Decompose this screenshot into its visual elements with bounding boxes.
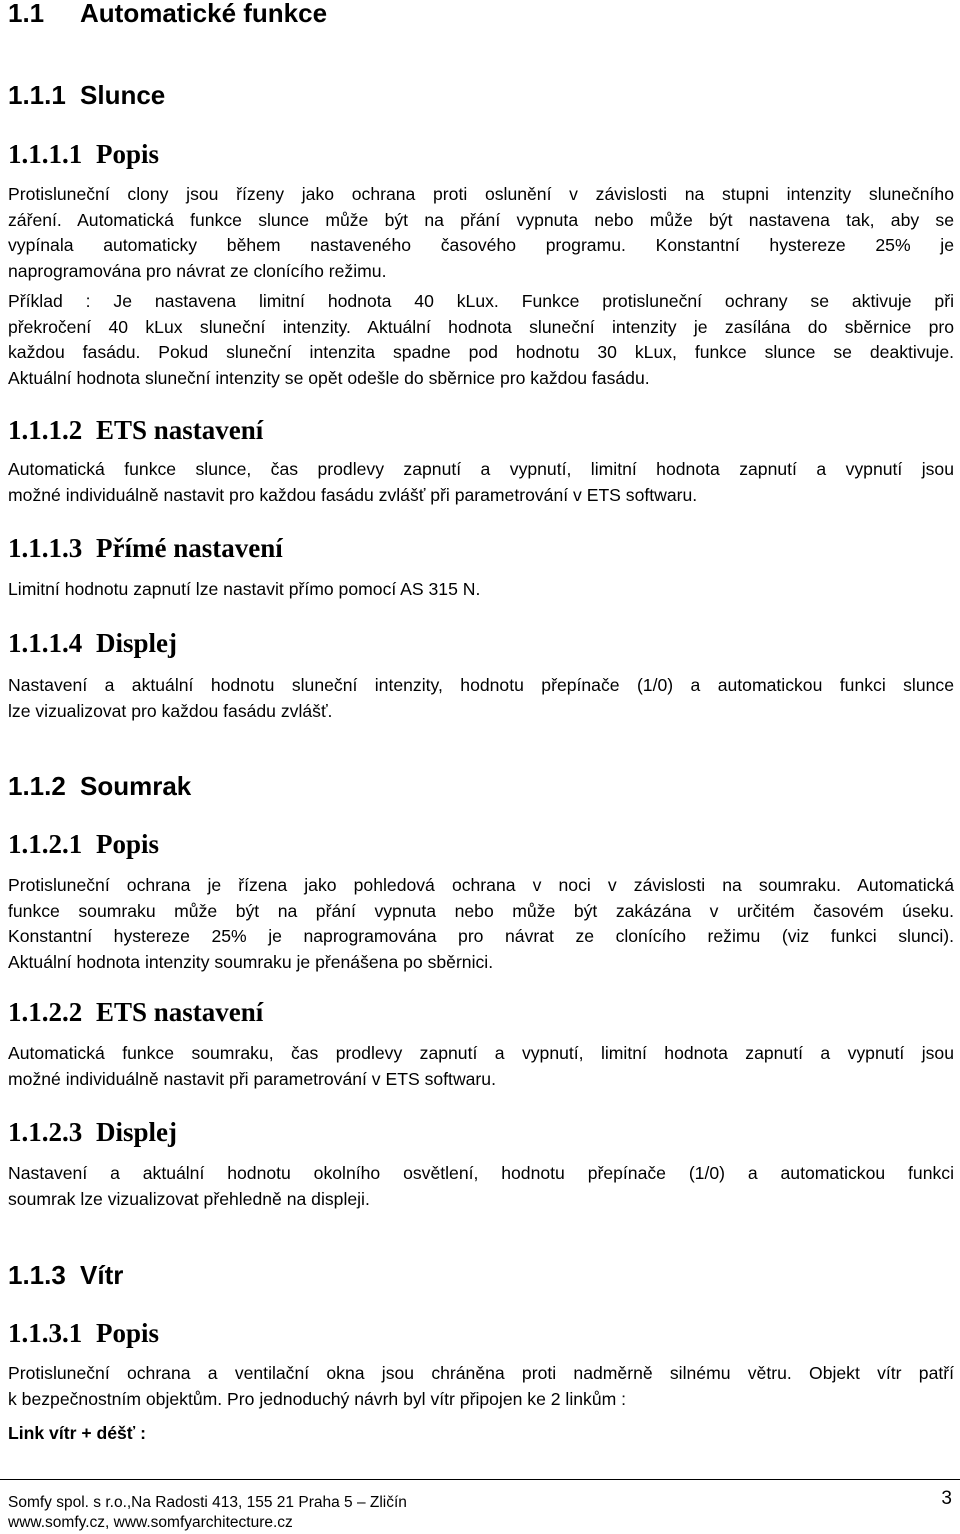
paragraph-line: k bezpečnostním objektům. Pro jednoduchý návrh byl vítr připojen ke 2 linkům : — [8, 1388, 627, 1409]
paragraph-line: Konstantní hystereze 25% je naprogramována pro návrat ze clonícího režimu (viz funkci slunci). — [8, 926, 954, 946]
paragraph-line: každou fasádu. Pokud sluneční intenzita spadne pod hodnotu 30 kLux, funkce slunce se deaktivuje. — [8, 342, 954, 362]
heading-number: 1.1.1.2 — [8, 415, 83, 445]
heading-1-1-2-2 — [8, 996, 263, 1028]
footer-divider — [0, 1479, 960, 1480]
heading-title: Vítr — [80, 1260, 124, 1290]
paragraph-line: Automatická funkce slunce, čas prodlevy zapnutí a vypnutí, limitní hodnota zapnutí a vypnutí jsou — [8, 459, 954, 479]
heading-title: Popis — [96, 829, 160, 859]
paragraph-line: soumrak lze vizualizovat přehledně na displeji. — [8, 1188, 370, 1209]
heading-1-1-1-3 — [8, 532, 283, 564]
paragraph-line: Limitní hodnotu zapnutí lze nastavit přímo pomocí AS 315 N. — [8, 579, 481, 599]
heading-title: Popis — [96, 1318, 160, 1348]
heading-title: Popis — [96, 139, 160, 169]
paragraph-line: Protisluneční ochrana a ventilační okna jsou chráněna proti nadměrně silnému větru. Objekt vítr patří — [8, 1363, 954, 1383]
paragraph-line: vypínala automaticky během nastaveného časového programu. Konstantní hystereze 25% je — [8, 235, 954, 255]
heading-number: 1.1.2 — [8, 771, 66, 801]
link-label: Link vítr + déšť : — [8, 1423, 146, 1443]
heading-number: 1.1.2.3 — [8, 1117, 83, 1147]
heading-number: 1.1.3 — [8, 1260, 66, 1290]
paragraph-line: možné individuálně nastavit při parametrování v ETS softwaru. — [8, 1068, 496, 1089]
paragraph-line: Protisluneční clony jsou řízeny jako ochrana proti oslunění v závislosti na stupni intenzity slunečního — [8, 184, 954, 204]
heading-number: 1.1.1.1 — [8, 139, 83, 169]
paragraph-line: Protisluneční ochrana je řízena jako pohledová ochrana v noci v závislosti na soumraku. Automatická — [8, 875, 954, 895]
heading-number: 1.1 — [8, 0, 45, 28]
heading-number: 1.1.2.1 — [8, 829, 83, 859]
paragraph-soumrak-displej — [8, 1161, 954, 1212]
heading-title: Soumrak — [80, 771, 192, 801]
heading-1-1-2-1 — [8, 828, 159, 860]
heading-title: ETS nastavení — [96, 415, 264, 445]
heading-1-1-1 — [8, 80, 165, 110]
heading-1-1-3-1 — [8, 1317, 159, 1349]
paragraph-prime-nastaveni — [8, 577, 954, 603]
paragraph-slunce-ets — [8, 457, 954, 508]
paragraph-soumrak-popis — [8, 873, 954, 975]
paragraph-line: naprogramována pro návrat ze clonícího režimu. — [8, 260, 387, 281]
heading-title: ETS nastavení — [96, 997, 264, 1027]
heading-title: Displej — [96, 1117, 177, 1147]
paragraph-line: Aktuální hodnota intenzity soumraku je přenášena po sběrnici. — [8, 951, 494, 972]
paragraph-slunce-priklad — [8, 289, 954, 391]
heading-title: Slunce — [80, 80, 166, 110]
paragraph-line: Automatická funkce soumraku, čas prodlevy zapnutí a vypnutí, limitní hodnota zapnutí a vypnutí jsou — [8, 1043, 954, 1063]
paragraph-slunce-displej — [8, 673, 954, 724]
paragraph-line: funkce soumraku může být na přání vypnuta nebo může být zakázána v určitém časovém úseku. — [8, 900, 954, 921]
paragraph-line: Nastavení a aktuální hodnotu okolního osvětlení, hodnotu přepínače (1/0) a automatickou funkci — [8, 1163, 954, 1183]
footer-web: www.somfy.cz, www.somfyarchitecture.cz — [8, 1514, 293, 1531]
heading-number: 1.1.1 — [8, 80, 66, 110]
heading-number: 1.1.3.1 — [8, 1318, 83, 1348]
paragraph-line: Aktuální hodnota sluneční intenzity se opět odešle do sběrnice pro každou fasádu. — [8, 367, 650, 388]
heading-title: Displej — [96, 628, 177, 658]
heading-1-1 — [8, 0, 327, 28]
heading-1-1-2-3 — [8, 1116, 177, 1148]
paragraph-line: možné individuálně nastavit pro každou fasádu zvlášť při parametrování v ETS softwaru. — [8, 484, 698, 505]
heading-1-1-2 — [8, 771, 191, 801]
heading-title: Automatické funkce — [80, 0, 328, 28]
paragraph-line: lze vizualizovat pro každou fasádu zvlášť. — [8, 700, 333, 721]
heading-number: 1.1.1.4 — [8, 628, 83, 658]
heading-1-1-1-4 — [8, 627, 177, 659]
heading-number: 1.1.1.3 — [8, 533, 83, 563]
heading-number: 1.1.2.2 — [8, 997, 83, 1027]
paragraph-line: záření. Automatická funkce slunce může být na přání vypnuta nebo může být nastavena tak, aby se — [8, 209, 954, 230]
paragraph-line: překročení 40 kLux sluneční intenzity. Aktuální hodnota sluneční intenzity je zasílána do sběrnice pro — [8, 316, 954, 337]
paragraph-line: Příklad : Je nastavena limitní hodnota 40 kLux. Funkce protisluneční ochrany se aktivuje při — [8, 291, 954, 311]
paragraph-line: Nastavení a aktuální hodnotu sluneční intenzity, hodnotu přepínače (1/0) a automatickou funkci slunce — [8, 675, 954, 695]
paragraph-vitr-popis — [8, 1361, 954, 1412]
heading-1-1-3 — [8, 1260, 123, 1290]
page-number: 3 — [941, 1488, 952, 1509]
paragraph-slunce-popis — [8, 182, 954, 284]
paragraph-soumrak-ets — [8, 1041, 954, 1092]
heading-1-1-1-1 — [8, 138, 159, 170]
footer-address: Somfy spol. s r.o.,Na Radosti 413, 155 21 Praha 5 – Zličín — [8, 1494, 407, 1511]
heading-1-1-1-2 — [8, 414, 263, 446]
heading-title: Přímé nastavení — [96, 533, 283, 563]
